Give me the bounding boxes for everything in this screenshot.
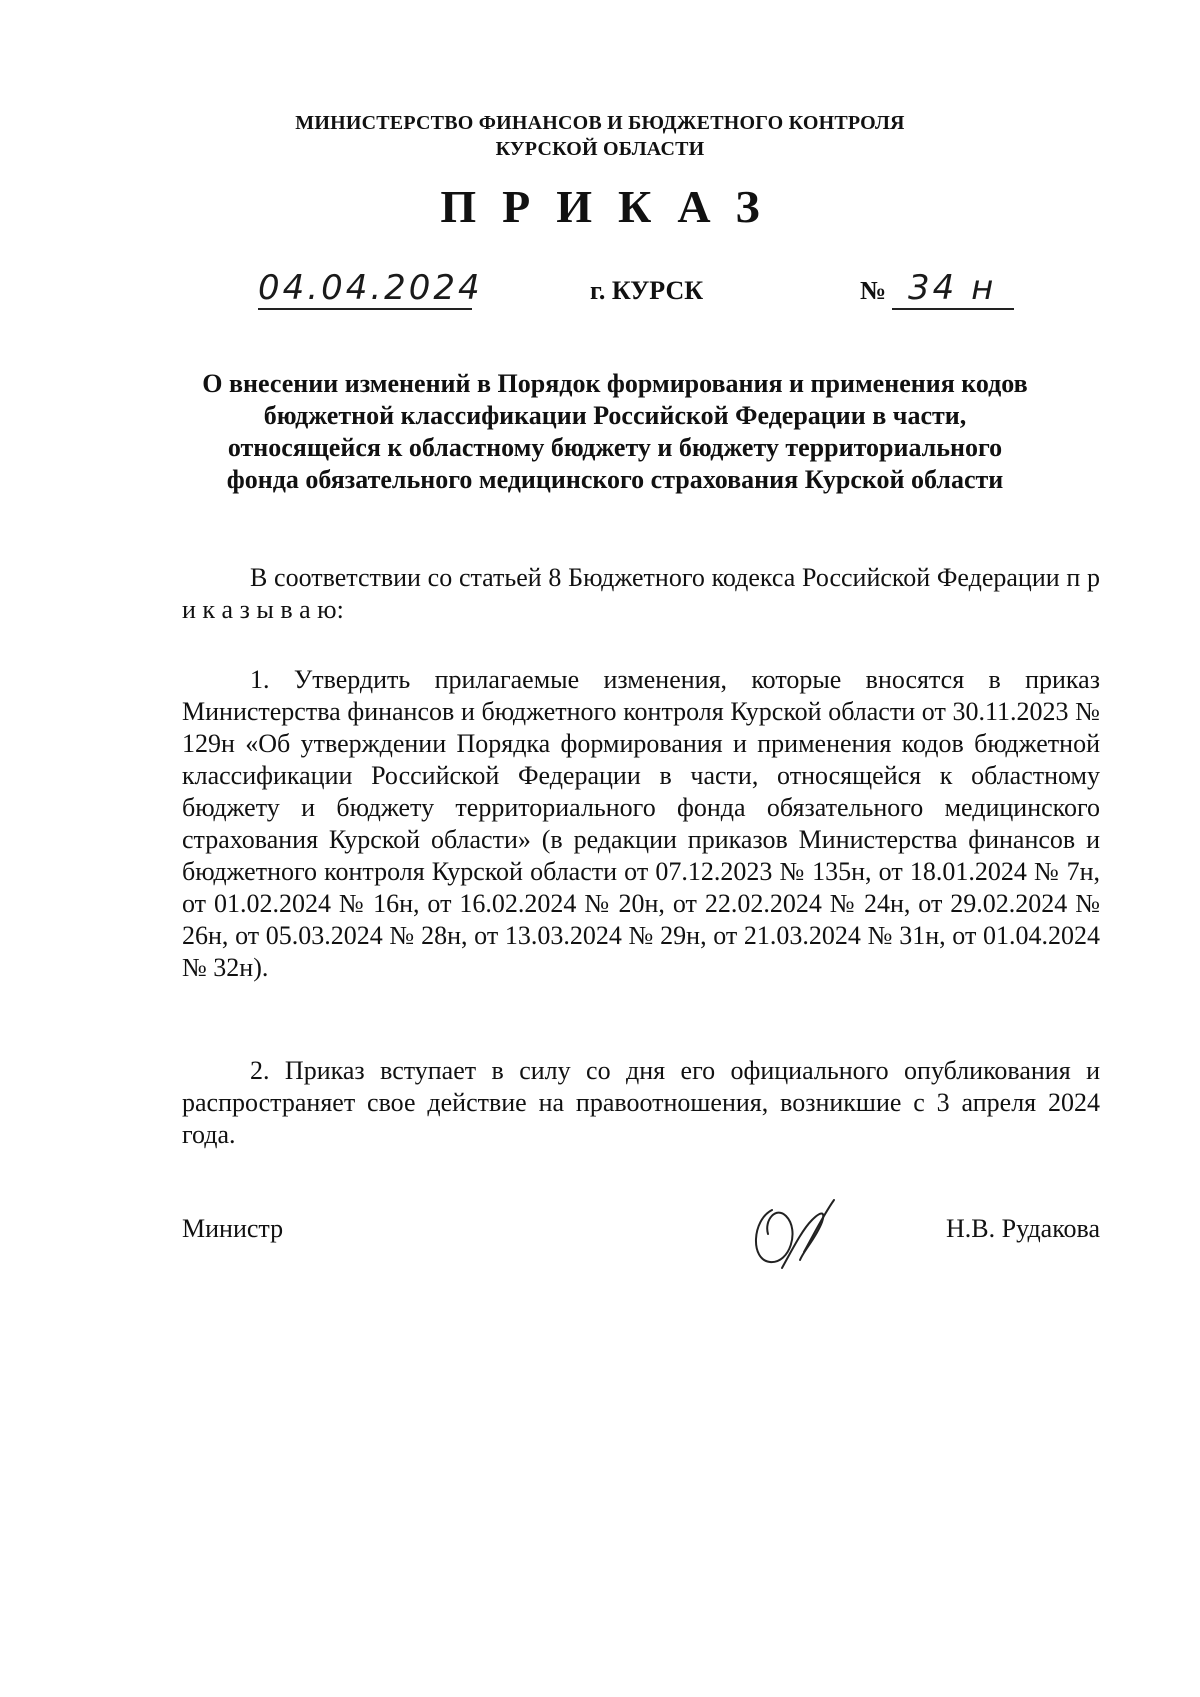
signer-name: Н.В. Рудакова	[946, 1214, 1100, 1243]
ministry-name-line2: КУРСКОЙ ОБЛАСТИ	[495, 138, 705, 160]
ministry-header	[0, 110, 1200, 162]
handwritten-date: 04.04.2024	[258, 268, 483, 308]
preamble-paragraph: В соответствии со статьей 8 Бюджетного кодекса Российской Федерации п р и к а з ы в а ю:	[182, 563, 1100, 624]
city-label: г. КУРСК	[590, 276, 704, 305]
signature-block	[182, 1190, 1100, 1280]
item-2-paragraph: 2. Приказ вступает в силу со дня его официального опубликования и распространяет свое действие на правоотношения, возникшие с 3 апреля 2024 года.	[182, 1056, 1100, 1149]
handwritten-number: 34 н	[892, 268, 1014, 310]
title-line-3: относящейся к областному бюджету и бюджету территориального	[227, 433, 1003, 462]
title-line-4: фонда обязательного медицинского страхования Курской области	[226, 465, 1004, 494]
document-meta-row	[0, 268, 1200, 318]
number-sign: №	[860, 276, 887, 305]
signer-position: Министр	[182, 1214, 284, 1243]
title-line-1: О внесении изменений в Порядок формирования и применения кодов	[202, 369, 1028, 398]
title-line-2: бюджетной классификации Российской Федерации в части,	[263, 401, 967, 430]
document-title	[150, 368, 1080, 496]
document-type-heading: ПРИКАЗ	[440, 181, 786, 232]
handwritten-signature-icon	[742, 1190, 842, 1280]
ministry-name-line1: МИНИСТЕРСТВО ФИНАНСОВ И БЮДЖЕТНОГО КОНТРОЛЯ	[295, 112, 905, 134]
item-1-paragraph: 1. Утвердить прилагаемые изменения, которые вносятся в приказ Министерства финансов и бюджетного контроля Курской области от 30.11.2023 № 129н «Об утверждении Порядка формирования и применения кодов бюджетной классификации Российской Федерации в части, относящейся к областному бюджету и бюджету территориального фонда обязательного медицинского страхования Курской области» (в редакции приказов Министерства финансов и бюджетного контроля Курской области от 07.12.2023 № 135н, от 18.01.2024 № 7н, от 01.02.2024 № 16н, от 16.02.2024 № 20н, от 22.02.2024 № 24н, от 29.02.2024 № 26н, от 05.03.2024 № 28н, от 13.03.2024 № 29н, от 21.03.2024 № 31н, от 01.04.2024 № 32н).	[182, 665, 1100, 982]
